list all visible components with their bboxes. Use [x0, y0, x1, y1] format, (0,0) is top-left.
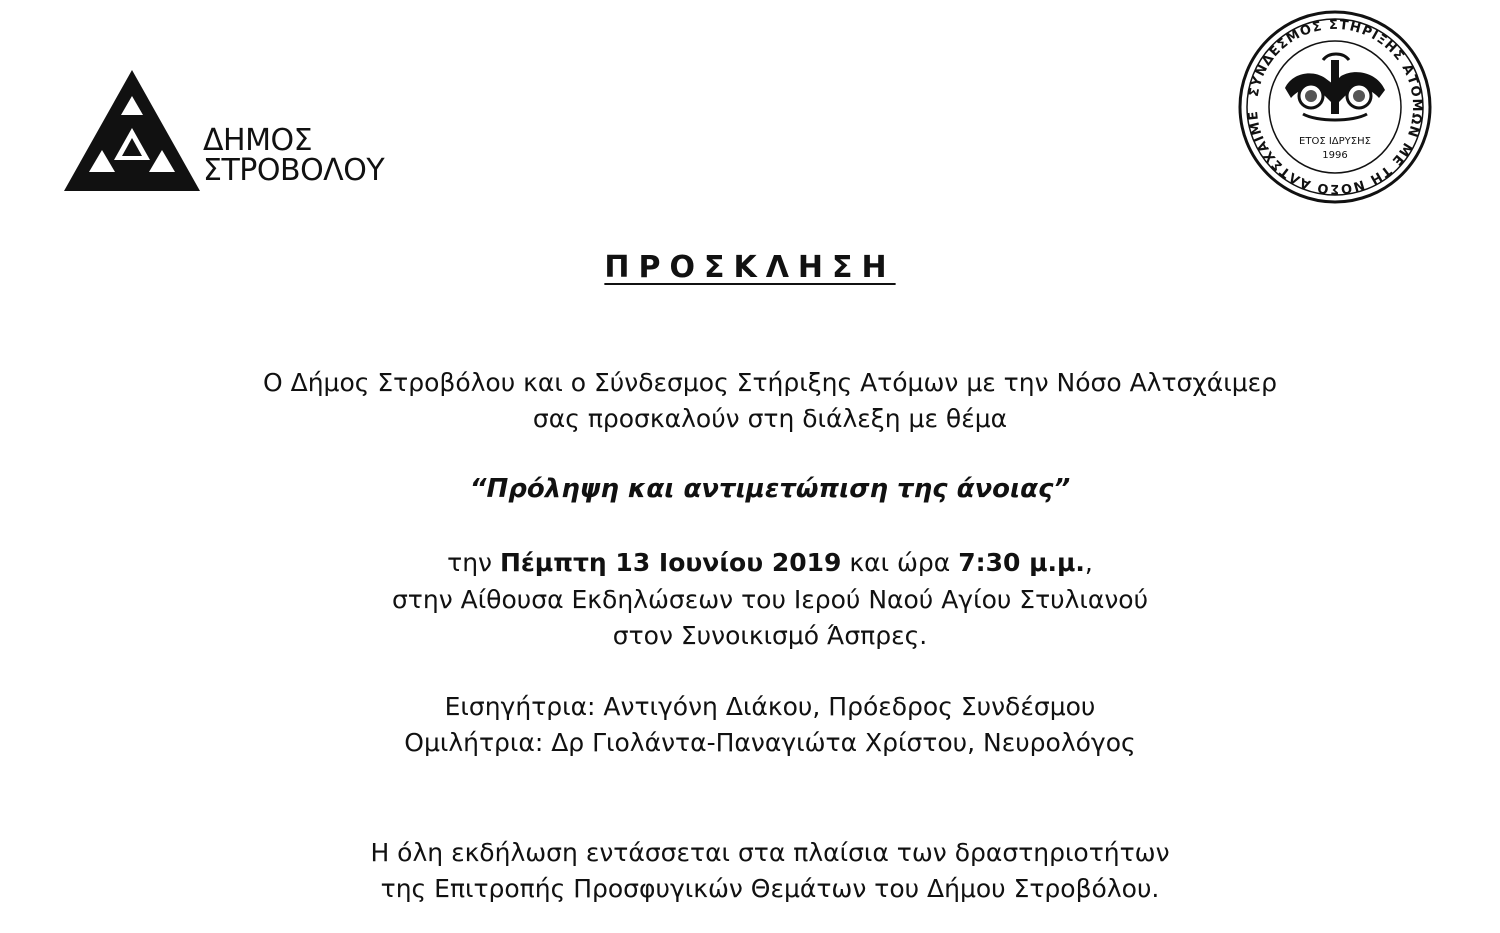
footer-line-2: της Επιτροπής Προσφυγικών Θεμάτων του Δήμου Στροβόλου.: [380, 874, 1160, 903]
speaker-line-1: Εισηγήτρια: Αντιγόνη Διάκου, Πρόεδρος Συνδέσμου: [444, 692, 1096, 721]
event-venue-line-2: στον Συνοικισμό Άσπρες.: [612, 621, 928, 650]
intro-line-1: Ο Δήμος Στροβόλου και ο Σύνδεσμος Στήριξης Ατόμων με την Νόσο Αλτσχάιμερ: [262, 368, 1278, 397]
seal-founded-year: 1996: [1322, 150, 1348, 161]
triangle-logo-icon: [62, 68, 202, 194]
invitation-title: ΠΡΟΣΚΛΗΣΗ: [604, 250, 896, 285]
event-time: 7:30 μ.μ.: [958, 548, 1085, 577]
association-seal-graphic: [1233, 10, 1437, 204]
municipality-logo: [62, 68, 402, 194]
speaker-line-2: Ομιλήτρια: Δρ Γιολάντα-Παναγιώτα Χρίστου, Νευρολόγος: [404, 728, 1136, 757]
intro-line-2: σας προσκαλούν στη διάλεξη με θέμα: [532, 404, 1008, 433]
seal-ring-text: ΣΥΝΔΕΣΜΟΣ ΣΤΗΡΙΞΗΣ ΑΤΟΜΩΝ ΜΕ ΤΗ ΝΟΣΟ ΑΛΤΣΧΑΙΜΕ: [1245, 17, 1425, 197]
event-datetime-line: [0, 548, 1500, 578]
seal-founded-label: ΕΤΟΣ ΙΔΡΥΣΗΣ: [1299, 136, 1371, 147]
event-prefix: την: [447, 548, 500, 577]
association-seal: [1233, 10, 1437, 204]
event-suffix: ,: [1084, 548, 1093, 577]
event-venue-line-1: στην Αίθουσα Εκδηλώσεων του Ιερού Ναού Αγίου Στυλιανού: [391, 585, 1149, 614]
municipality-name-line2: ΣΤΡΟΒΟΛΟΥ: [203, 153, 385, 188]
municipality-name-line1: ΔΗΜΟΣ: [203, 123, 313, 158]
municipality-name: [203, 123, 385, 188]
footer-line-1: Η όλη εκδήλωση εντάσσεται στα πλαίσια των δραστηριοτήτων: [370, 838, 1170, 867]
event-middle: και ώρα: [841, 548, 959, 577]
lecture-topic: “Πρόληψη και αντιμετώπιση της άνοιας”: [469, 474, 1071, 504]
event-date: Πέμπτη 13 Ιουνίου 2019: [499, 548, 842, 577]
